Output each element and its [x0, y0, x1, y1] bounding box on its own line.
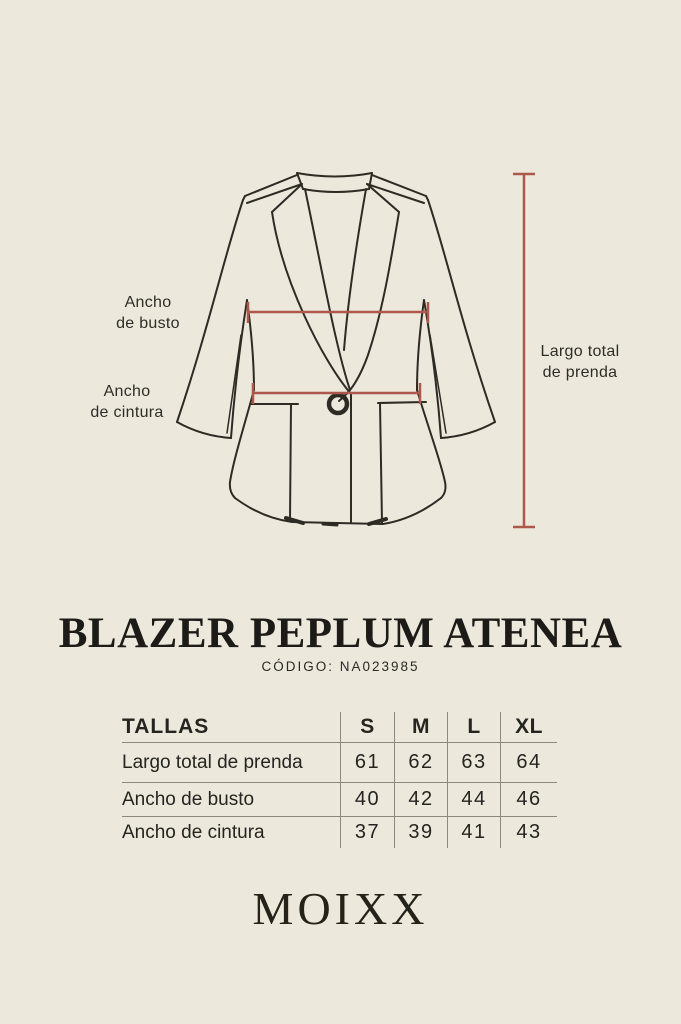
bust-measure-line	[248, 302, 428, 323]
product-title: BLAZER PEPLUM ATENEA	[58, 610, 623, 657]
size-column-header-m: M	[394, 712, 447, 743]
table-row-label: Largo total de prenda	[122, 743, 340, 783]
table-cell-value: 46	[500, 783, 557, 817]
bust-width-label	[93, 292, 203, 334]
table-cell-value: 61	[340, 743, 394, 783]
bust-width-label-line2: de busto	[116, 315, 180, 332]
product-code: CÓDIGO: NA023985	[261, 659, 420, 674]
total-length-label-line1: Largo total	[540, 343, 620, 360]
table-cell-value: 37	[340, 817, 394, 848]
table-cell-value: 62	[394, 743, 447, 783]
size-column-header-xl: XL	[500, 712, 557, 743]
table-row-label: Ancho de cintura	[122, 821, 265, 843]
table-cell-value: 41	[447, 817, 500, 848]
total-length-label	[519, 341, 641, 383]
size-column-header-l: L	[447, 712, 500, 743]
waist-width-label-line2: de cintura	[90, 404, 164, 421]
table-row-label: Ancho de busto	[122, 783, 340, 817]
table-cell-value: 64	[500, 743, 557, 783]
waist-width-label	[62, 381, 192, 423]
table-cell-value: 39	[394, 817, 447, 848]
table-cell-value: 63	[447, 743, 500, 783]
size-table	[122, 712, 557, 848]
table-cell-value: 43	[500, 817, 557, 848]
table-cell-value: 42	[394, 783, 447, 817]
size-table-header-tallas: TALLAS	[122, 712, 340, 743]
total-length-label-line2: de prenda	[542, 364, 618, 381]
bust-width-label-line1: Ancho	[124, 294, 172, 311]
table-cell-value: 44	[447, 783, 500, 817]
waist-width-label-line1: Ancho	[103, 383, 151, 400]
blazer-outline	[177, 173, 495, 525]
waist-measure-line	[253, 383, 420, 404]
front-button	[329, 395, 347, 413]
size-column-header-s: S	[340, 712, 394, 743]
table-cell-value: 40	[340, 783, 394, 817]
brand-logo: MOIXX	[252, 883, 429, 934]
